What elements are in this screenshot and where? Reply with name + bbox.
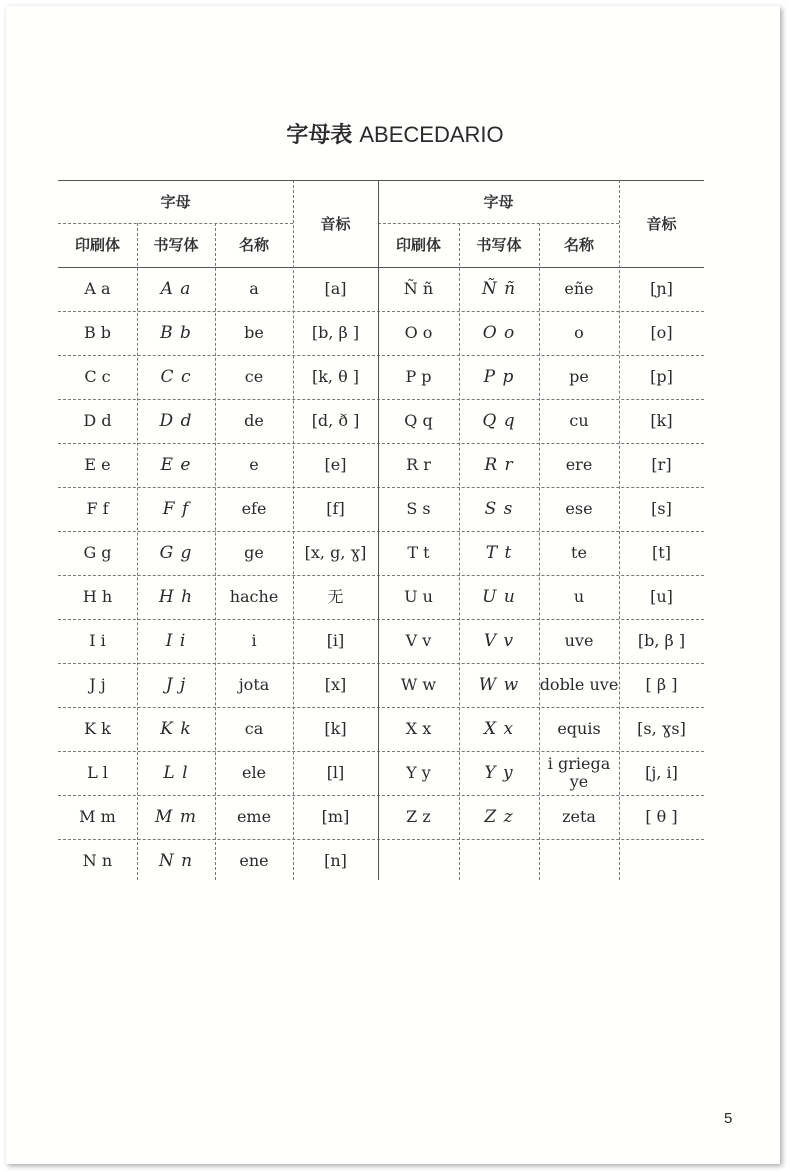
letter-phonetic: 无 [327, 587, 344, 606]
header-script-right: 书写体 [476, 236, 522, 254]
letter-name: i griega ye [547, 754, 611, 791]
letter-script: X x [483, 719, 515, 739]
letter-print: O o [404, 323, 433, 342]
letter-script: C c [160, 367, 192, 387]
letter-print: I i [89, 631, 106, 650]
letter-phonetic: [ θ ] [645, 807, 678, 826]
letter-print: P p [405, 367, 432, 386]
letter-script: B b [160, 323, 192, 343]
letter-script: A a [160, 279, 192, 299]
letter-script: R r [484, 455, 514, 475]
letter-phonetic: [a] [324, 279, 347, 298]
letter-name: hache [229, 587, 279, 606]
letter-phonetic: [ β ] [645, 675, 678, 694]
letter-print: Ñ ñ [403, 279, 434, 298]
header-phonetic-left: 音标 [320, 214, 351, 233]
letter-print: N n [82, 851, 113, 870]
letter-phonetic: [d, ð ] [311, 411, 360, 430]
letter-phonetic: [b, β ] [311, 323, 360, 342]
letter-name: u [573, 587, 585, 606]
letter-name: e [249, 455, 259, 474]
letter-print: H h [82, 587, 113, 606]
letter-print: M m [79, 807, 116, 826]
letter-phonetic: [x, g, ɣ] [304, 543, 367, 562]
letter-phonetic: [k, θ ] [311, 367, 360, 386]
letter-print: K k [84, 719, 111, 738]
header-name-left: 名称 [238, 236, 269, 254]
letter-phonetic: [k] [324, 719, 347, 738]
letter-script: K k [160, 719, 192, 739]
letter-name: zeta [562, 807, 596, 826]
letter-print: J j [89, 675, 106, 694]
letter-script: T t [485, 543, 513, 563]
letter-script: Q q [482, 411, 516, 431]
letter-script: U u [482, 587, 516, 607]
letter-print: S s [406, 499, 431, 518]
letter-print: D d [83, 411, 112, 430]
header-print-left: 印刷体 [74, 236, 120, 254]
letter-script: M m [155, 807, 197, 827]
letter-script: E e [160, 455, 192, 475]
letter-script: F f [162, 499, 190, 519]
letter-phonetic: [f] [326, 499, 345, 518]
letter-print: U u [404, 587, 433, 606]
letter-script: S s [484, 499, 514, 519]
letter-phonetic: [e] [324, 455, 347, 474]
header-phonetic-right: 音标 [646, 214, 677, 233]
letter-print: A a [84, 279, 111, 298]
letter-script: I i [165, 631, 187, 651]
letter-phonetic: [t] [652, 543, 671, 562]
letter-phonetic: [o] [650, 323, 673, 342]
letter-phonetic: [s] [651, 499, 672, 518]
letter-script: N n [158, 851, 194, 871]
letter-name: ele [241, 763, 267, 782]
page-title [0, 118, 790, 149]
letter-name: ge [244, 543, 264, 562]
letter-script: J j [165, 675, 187, 695]
letter-script: Z z [484, 807, 514, 827]
letter-print: X x [405, 719, 432, 738]
letter-name: be [244, 323, 264, 342]
letter-name: ca [244, 719, 264, 738]
letter-phonetic: [b, β ] [637, 631, 686, 650]
header-name-right: 名称 [563, 236, 594, 254]
letter-name: cu [569, 411, 589, 430]
letter-name: eñe [564, 279, 594, 298]
letter-phonetic: [i] [326, 631, 345, 650]
header-letter-group-left: 字母 [160, 192, 191, 211]
letter-script: G g [159, 543, 193, 563]
page-number: 5 [724, 1110, 733, 1127]
letter-print: Z z [406, 807, 431, 826]
letter-script: O o [482, 323, 516, 343]
letter-phonetic: [r] [651, 455, 672, 474]
letter-name: ese [565, 499, 593, 518]
alphabet-table [58, 180, 704, 880]
letter-print: F f [86, 499, 109, 518]
letter-name: de [244, 411, 264, 430]
letter-phonetic: [j, i] [645, 763, 678, 782]
title-spanish: ABECEDARIO [359, 122, 504, 147]
header-script-left: 书写体 [153, 236, 199, 254]
letter-script: P p [483, 367, 515, 387]
letter-phonetic: [k] [650, 411, 673, 430]
letter-print: C c [84, 367, 111, 386]
letter-name: equis [557, 719, 601, 738]
letter-name: te [571, 543, 587, 562]
letter-name: uve [564, 631, 594, 650]
letter-name: ere [565, 455, 593, 474]
letter-name: pe [569, 367, 589, 386]
letter-phonetic: [n] [324, 851, 347, 870]
letter-name: i [251, 631, 257, 650]
letter-name: ene [239, 851, 269, 870]
title-chinese: 字母表 [286, 123, 353, 148]
letter-name: o [574, 323, 584, 342]
letter-phonetic: [s, ɣs] [637, 719, 686, 738]
letter-script: Y y [484, 763, 514, 783]
letter-phonetic: [m] [321, 807, 350, 826]
letter-print: Q q [404, 411, 433, 430]
letter-print: G g [83, 543, 112, 562]
letter-name: jota [238, 675, 270, 694]
letter-print: T t [407, 543, 430, 562]
letter-print: Y y [406, 763, 431, 782]
letter-name: a [249, 279, 259, 298]
letter-phonetic: [l] [326, 763, 345, 782]
header-print-right: 印刷体 [395, 236, 441, 254]
letter-phonetic: [p] [650, 367, 673, 386]
letter-name: efe [241, 499, 267, 518]
letter-script: H h [158, 587, 194, 607]
letter-print: B b [83, 323, 112, 342]
letter-script: L l [163, 763, 189, 783]
letter-print: V v [405, 631, 432, 650]
letter-script: V v [483, 631, 515, 651]
letter-print: L l [87, 763, 108, 782]
letter-phonetic: [ɲ] [650, 279, 673, 298]
letter-script: Ñ ñ [481, 279, 517, 299]
letter-phonetic: [x] [324, 675, 347, 694]
letter-print: R r [406, 455, 431, 474]
letter-print: W w [400, 675, 437, 694]
letter-name: eme [236, 807, 272, 826]
header-letter-group-right: 字母 [483, 192, 514, 211]
letter-name: ce [244, 367, 264, 386]
letter-name: doble uve [539, 675, 619, 694]
letter-script: D d [159, 411, 193, 431]
letter-print: E e [84, 455, 111, 474]
letter-script: W w [478, 675, 520, 695]
letter-phonetic: [u] [650, 587, 673, 606]
